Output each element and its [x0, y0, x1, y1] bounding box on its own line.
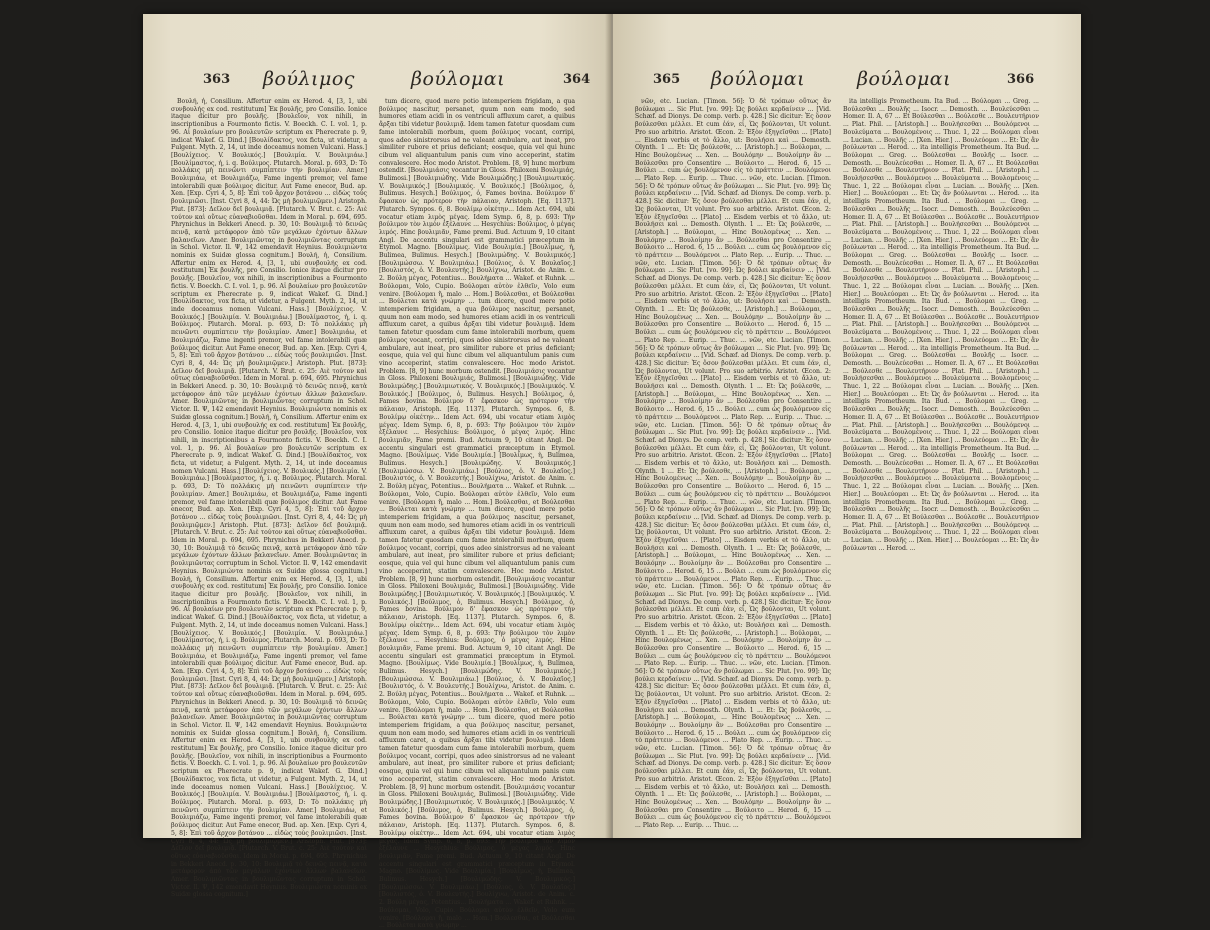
left-page-header: [143, 68, 611, 92]
right-page-header: [613, 68, 1081, 92]
column-text: ita intelligis Prometheum. Ita Bud. ... Βούλομαι ... Greg. ... Βούλεσθαι ... Βουλῆς ... Isocr. ... Demosth. ... Βουλεύεσθαι ... Homer. Il. Α, 67 ... Et Βούλεσθαι ... Βούλεσθε ... Βουλευτήριον ... Plat. Phil. ... [Aristoph.] ... Βουλήσεσθαι ... Βουλόμενοι ... Βουλεύματα ... Βουλομένοις ... Thuc. 1, 22 ... Βούλομαι εἶναι ... Lucian. ... Βουλῆς ... [Xen. Hier.] ... Βουλεύομαι ... Et: Ὡς ἂν βούλωνται ... Herod. ... ita intelligis Prometheum. Ita Bud. ... Βούλομαι ... Greg. ... Βούλεσθαι ... Βουλῆς ... Isocr. ... Demosth. ... Βουλεύεσθαι ... Homer. Il. Α, 67 ... Et Βούλεσθαι ... Βούλεσθε ... Βουλευτήριον ... Plat. Phil. ... [Aristoph.] ... Βουλήσεσθαι ... Βουλόμενοι ... Βουλεύματα ... Βουλομένοις ... Thuc. 1, 22 ... Βούλομαι εἶναι ... Lucian. ... Βουλῆς ... [Xen. Hier.] ... Βουλεύομαι ... Et: Ὡς ἂν βούλωνται ... Herod. ... ita intelligis Prometheum. Ita Bud. ... Βούλομαι ... Greg. ... Βούλεσθαι ... Βουλῆς ... Isocr. ... Demosth. ... Βουλεύεσθαι ... Homer. Il. Α, 67 ... Et Βούλεσθαι ... Βούλεσθε ... Βουλευτήριον ... Plat. Phil. ... [Aristoph.] ... Βουλήσεσθαι ... Βουλόμενοι ... Βουλεύματα ... Βουλομένοις ... Thuc. 1, 22 ... Βούλομαι εἶναι ... Lucian. ... Βουλῆς ... [Xen. Hier.] ... Βουλεύομαι ... Et: Ὡς ἂν βούλωνται ... Herod. ... ita intelligis Prometheum. Ita Bud. ... Βούλομαι ... Greg. ... Βούλεσθαι ... Βουλῆς ... Isocr. ... Demosth. ... Βουλεύεσθαι ... Homer. Il. Α, 67 ... Et Βούλεσθαι ... Βούλεσθε ... Βουλευτήριον ... Plat. Phil. ... [Aristoph.] ... Βουλήσεσθαι ... Βουλόμενοι ... Βουλεύματα ... Βουλομένοις ... Thuc. 1, 22 ... Βούλομαι εἶναι ... Lucian. ... Βουλῆς ... [Xen. Hier.] ... Βουλεύομαι ... Et: Ὡς ἂν βούλωνται ... Herod. ... ita intelligis Prometheum. Ita Bud. ... Βούλομαι ... Greg. ... Βούλεσθαι ... Βουλῆς ... Isocr. ... Demosth. ... Βουλεύεσθαι ... Homer. Il. Α, 67 ... Et Βούλεσθαι ... Βούλεσθε ... Βουλευτήριον ... Plat. Phil. ... [Aristoph.] ... Βουλήσεσθαι ... Βουλόμενοι ... Βουλεύματα ... Βουλομένοις ... Thuc. 1, 22 ... Βούλομαι εἶναι ... Lucian. ... Βουλῆς ... [Xen. Hier.] ... Βουλεύομαι ... Et: Ὡς ἂν βούλωνται ... Herod. ... ita intelligis Prometheum. Ita Bud. ... Βούλομαι ... Greg. ... Βούλεσθαι ... Βουλῆς ... Isocr. ... Demosth. ... Βουλεύεσθαι ... Homer. Il. Α, 67 ... Et Βούλεσθαι ... Βούλεσθε ... Βουλευτήριον ... Plat. Phil. ... [Aristoph.] ... Βουλήσεσθαι ... Βουλόμενοι ... Βουλεύματα ... Βουλομένοις ... Thuc. 1, 22 ... Βούλομαι εἶναι ... Lucian. ... Βουλῆς ... [Xen. Hier.] ... Βουλεύομαι ... Et: Ὡς ἂν βούλωνται ... Herod. ... ita intelligis Prometheum. Ita Bud. ... Βούλομαι ... Greg. ... Βούλεσθαι ... Βουλῆς ... Isocr. ... Demosth. ... Βουλεύεσθαι ... Homer. Il. Α, 67 ... Et Βούλεσθαι ... Βούλεσθε ... Βουλευτήριον ... Plat. Phil. ... [Aristoph.] ... Βουλήσεσθαι ... Βουλόμενοι ... Βουλεύματα ... Βουλομένοις ... Thuc. 1, 22 ... Βούλομαι εἶναι ... Lucian. ... Βουλῆς ... [Xen. Hier.] ... Βουλεύομαι ... Et: Ὡς ἂν βούλωνται ... Herod. ... ita intelligis Prometheum. Ita Bud. ... Βούλομαι ... Greg. ... Βούλεσθαι ... Βουλῆς ... Isocr. ... Demosth. ... Βουλεύεσθαι ... Homer. Il. Α, 67 ... Et Βούλεσθαι ... Βούλεσθε ... Βουλευτήριον ... Plat. Phil. ... [Aristoph.] ... Βουλήσεσθαι ... Βουλόμενοι ... Βουλεύματα ... Βουλομένοις ... Thuc. 1, 22 ... Βούλομαι εἶναι ... Lucian. ... Βουλῆς ... [Xen. Hier.] ... Βουλεύομαι ... Et: Ὡς ἂν βούλωνται ... Herod. ... ita intelligis Prometheum. Ita Bud. ... Βούλομαι ... Greg. ... Βούλεσθαι ... Βουλῆς ... Isocr. ... Demosth. ... Βουλεύεσθαι ... Homer. Il. Α, 67 ... Et Βούλεσθαι ... Βούλεσθε ... Βουλευτήριον ... Plat. Phil. ... [Aristoph.] ... Βουλήσεσθαι ... Βουλόμενοι ... Βουλεύματα ... Βουλομένοις ... Thuc. 1, 22 ... Βούλομαι εἶναι ... Lucian. ... Βουλῆς ... [Xen. Hier.] ... Βουλεύομαι ... Et: Ὡς ἂν βούλωνται ... Herod. ...: [843, 98, 1039, 552]
text-column: [635, 98, 831, 830]
column-text: Βουλή, ἡ, Consilium. Affertur enim ex Herod. 4, [3, 1, ubi συνβουλής ex cod. restitutum] Ἐκ βουλῆς, pro Consilio. Ionice itaque dicitur pro βουλῆς. [Βουλεῖον, vox nihili, in inscriptionibus a Fourmonto fictis. V. Boeckh. C. I. vol. 1, p. 96. Αἱ βουλαίων pro βουλευτῶν scriptum ex Pherecrate p. 9, indicat Wakef. G. Dind.] [Βουλίδακτος, vox ficta, ut videtur, a Fulgent. Myth. 2, 14, ut inde doceamus nomen Vulcani. Hass.] [Βουλίχειος. V. Βουλικός.] [Βουλιμία. V. Βουλιμιάω.] [Βουλίμαστος, ἡ, i. q. Βούλιμος. Plutarch. Moral. p. 693, D: Τὸ πολλάκις μὴ πεινῶντι συμπίπτειν τὴν βουλιμίαν. Amer.] Βουλιμιάω, et Βουλιμιάζω, Fame ingenti premor, vel fame intolerabili quæ βούλιμος dicitur. Aut Fame enecor, Bud. ap. Xen. [Exp. Cyri 4, 5, 8]: Ἐπὶ τοῦ ἄρχον βοτάνου ... εἰδὼς τοὺς βουλιμιῶσι. [Inst. Cyri 8, 4, 44: Ὡς μὴ βουλιμιῷμεν.] Aristoph. Plut. [873]: Δεῖλον δεῖ βουλιμιᾷ. [Plutarch. V. Brut. c. 25: Αιὲ τούτον καὶ οὕτως εὐαναβιοῦσθαι. Idem in Moral. p. 694, 695. Phrynichus in Bekkeri Anecd. p. 30, 10: Βουλιμιᾷ τὸ δεινῶς πεινᾷ, κατὰ μετάφορον ἀπὸ τῶν μεγάλων ἐχόντων ἄλλων βαλανεῖων. Amer. Βουλιμιῶντας in βουλιμιῶντας corruptum in Schol. Victor. Il. Ψ, 142 emendavit Heynius. Βουλιμιώντα nominis ex Suidæ glossa cognitum.] Βουλή, ἡ, Consilium. Affertur enim ex Herod. 4, [3, 1, ubi συνβουλής ex cod. restitutum] Ἐκ βουλῆς, pro Consilio. Ionice itaque dicitur pro βουλῆς. [Βουλεῖον, vox nihili, in inscriptionibus a Fourmonto fictis. V. Boeckh. C. I. vol. 1, p. 96. Αἱ βουλαίων pro βουλευτῶν scriptum ex Pherecrate p. 9, indicat Wakef. G. Dind.] [Βουλίδακτος, vox ficta, ut videtur, a Fulgent. Myth. 2, 14, ut inde doceamus nomen Vulcani. Hass.] [Βουλίχειος. V. Βουλικός.] [Βουλιμία. V. Βουλιμιάω.] [Βουλίμαστος, ἡ, i. q. Βούλιμος. Plutarch. Moral. p. 693, D: Τὸ πολλάκις μὴ πεινῶντι συμπίπτειν τὴν βουλιμίαν. Amer.] Βουλιμιάω, et Βουλιμιάζω, Fame ingenti premor, vel fame intolerabili quæ βούλιμος dicitur. Aut Fame enecor, Bud. ap. Xen. [Exp. Cyri 4, 5, 8]: Ἐπὶ τοῦ ἄρχον βοτάνου ... εἰδὼς τοὺς βουλιμιῶσι. [Inst. Cyri 8, 4, 44: Ὡς μὴ βουλιμιῷμεν.] Aristoph. Plut. [873]: Δεῖλον δεῖ βουλιμιᾷ. [Plutarch. V. Brut. c. 25: Αιὲ τούτον καὶ οὕτως εὐαναβιοῦσθαι. Idem in Moral. p. 694, 695. Phrynichus in Bekkeri Anecd. p. 30, 10: Βουλιμιᾷ τὸ δεινῶς πεινᾷ, κατὰ μετάφορον ἀπὸ τῶν μεγάλων ἐχόντων ἄλλων βαλανεῖων. Amer. Βουλιμιῶντας in βουλιμιῶντας corruptum in Schol. Victor. Il. Ψ, 142 emendavit Heynius. Βουλιμιώντα nominis ex Suidæ glossa cognitum.] Βουλή, ἡ, Consilium. Affertur enim ex Herod. 4, [3, 1, ubi συνβουλής ex cod. restitutum] Ἐκ βουλῆς, pro Consilio. Ionice itaque dicitur pro βουλῆς. [Βουλεῖον, vox nihili, in inscriptionibus a Fourmonto fictis. V. Boeckh. C. I. vol. 1, p. 96. Αἱ βουλαίων pro βουλευτῶν scriptum ex Pherecrate p. 9, indicat Wakef. G. Dind.] [Βουλίδακτος, vox ficta, ut videtur, a Fulgent. Myth. 2, 14, ut inde doceamus nomen Vulcani. Hass.] [Βουλίχειος. V. Βουλικός.] [Βουλιμία. V. Βουλιμιάω.] [Βουλίμαστος, ἡ, i. q. Βούλιμος. Plutarch. Moral. p. 693, D: Τὸ πολλάκις μὴ πεινῶντι συμπίπτειν τὴν βουλιμίαν. Amer.] Βουλιμιάω, et Βουλιμιάζω, Fame ingenti premor, vel fame intolerabili quæ βούλιμος dicitur. Aut Fame enecor, Bud. ap. Xen. [Exp. Cyri 4, 5, 8]: Ἐπὶ τοῦ ἄρχον βοτάνου ... εἰδὼς τοὺς βουλιμιῶσι. [Inst. Cyri 8, 4, 44: Ὡς μὴ βουλιμιῷμεν.] Aristoph. Plut. [873]: Δεῖλον δεῖ βουλιμιᾷ. [Plutarch. V. Brut. c. 25: Αιὲ τούτον καὶ οὕτως εὐαναβιοῦσθαι. Idem in Moral. p. 694, 695. Phrynichus in Bekkeri Anecd. p. 30, 10: Βουλιμιᾷ τὸ δεινῶς πεινᾷ, κατὰ μετάφορον ἀπὸ τῶν μεγάλων ἐχόντων ἄλλων βαλανεῖων. Amer. Βουλιμιῶντας in βουλιμιῶντας corruptum in Schol. Victor. Il. Ψ, 142 emendavit Heynius. Βουλιμιώντα nominis ex Suidæ glossa cognitum.] Βουλή, ἡ, Consilium. Affertur enim ex Herod. 4, [3, 1, ubi συνβουλής ex cod. restitutum] Ἐκ βουλῆς, pro Consilio. Ionice itaque dicitur pro βουλῆς. [Βουλεῖον, vox nihili, in inscriptionibus a Fourmonto fictis. V. Boeckh. C. I. vol. 1, p. 96. Αἱ βουλαίων pro βουλευτῶν scriptum ex Pherecrate p. 9, indicat Wakef. G. Dind.] [Βουλίδακτος, vox ficta, ut videtur, a Fulgent. Myth. 2, 14, ut inde doceamus nomen Vulcani. Hass.] [Βουλίχειος. V. Βουλικός.] [Βουλιμία. V. Βουλιμιάω.] [Βουλίμαστος, ἡ, i. q. Βούλιμος. Plutarch. Moral. p. 693, D: Τὸ πολλάκις μὴ πεινῶντι συμπίπτειν τὴν βουλιμίαν. Amer.] Βουλιμιάω, et Βουλιμιάζω, Fame ingenti premor, vel fame intolerabili quæ βούλιμος dicitur. Aut Fame enecor, Bud. ap. Xen. [Exp. Cyri 4, 5, 8]: Ἐπὶ τοῦ ἄρχον βοτάνου ... εἰδὼς τοὺς βουλιμιῶσι. [Inst. Cyri 8, 4, 44: Ὡς μὴ βουλιμιῷμεν.] Aristoph. Plut. [873]: Δεῖλον δεῖ βουλιμιᾷ. [Plutarch. V. Brut. c. 25: Αιὲ τούτον καὶ οὕτως εὐαναβιοῦσθαι. Idem in Moral. p. 694, 695. Phrynichus in Bekkeri Anecd. p. 30, 10: Βουλιμιᾷ τὸ δεινῶς πεινᾷ, κατὰ μετάφορον ἀπὸ τῶν μεγάλων ἐχόντων ἄλλων βαλανεῖων. Amer. Βουλιμιῶντας in βουλιμιῶντας corruptum in Schol. Victor. Il. Ψ, 142 emendavit Heynius. Βουλιμιώντα nominis ex Suidæ glossa cognitum.] Βουλή, ἡ, Consilium. Affertur enim ex Herod. 4, [3, 1, ubi συνβουλής ex cod. restitutum] Ἐκ βουλῆς, pro Consilio. Ionice itaque dicitur pro βουλῆς. [Βουλεῖον, vox nihili, in inscriptionibus a Fourmonto fictis. V. Boeckh. C. I. vol. 1, p. 96. Αἱ βουλαίων pro βουλευτῶν scriptum ex Pherecrate p. 9, indicat Wakef. G. Dind.] [Βουλίδακτος, vox ficta, ut videtur, a Fulgent. Myth. 2, 14, ut inde doceamus nomen Vulcani. Hass.] [Βουλίχειος. V. Βουλικός.] [Βουλιμία. V. Βουλιμιάω.] [Βουλίμαστος, ἡ, i. q. Βούλιμος. Plutarch. Moral. p. 693, D: Τὸ πολλάκις μὴ πεινῶντι συμπίπτειν τὴν βουλιμίαν. Amer.] Βουλιμιάω, et Βουλιμιάζω, Fame ingenti premor, vel fame intolerabili quæ βούλιμος dicitur. Aut Fame enecor, Bud. ap. Xen. [Exp. Cyri 4, 5, 8]: Ἐπὶ τοῦ ἄρχον βοτάνου ... εἰδὼς τοὺς βουλιμιῶσι. [Inst. Cyri 8, 4, 44: Ὡς μὴ βουλιμιῷμεν.] Aristoph. Plut. [873]: Δεῖλον δεῖ βουλιμιᾷ. [Plutarch. V. Brut. c. 25: Αιὲ τούτον καὶ οὕτως εὐαναβιοῦσθαι. Idem in Moral. p. 694, 695. Phrynichus in Bekkeri Anecd. p. 30, 10: Βουλιμιᾷ τὸ δεινῶς πεινᾷ, κατὰ μετάφορον ἀπὸ τῶν μεγάλων ἐχόντων ἄλλων βαλανεῖων. Amer. Βουλιμιῶντας in βουλιμιῶντας corruptum in Schol. Victor. Il. Ψ, 142 emendavit Heynius. Βουλιμιώντα nominis ex Suidæ glossa cognitum.]: [171, 98, 367, 899]
page-number: 366: [1007, 72, 1035, 87]
page-number: 364: [563, 72, 591, 87]
book-spread: [143, 14, 1081, 930]
column-text: tum dicere, quod mere potio intemperiem frigidam, a qua βούλιμος nascitur, persanet, quum non eam modo, sed humores etiam acidi in os ventriculi affluxum caret, a quibus ἄρξαι tibi videtur βουλιμιᾷ. Idem tamen fatetur quosdam cum fame intolerabili morbum, quem βούλιμος vocant, corripi, quos adeo sinistrorsus ad ne valeant ambulare, aut ineat, pro similiter rubore et prius deficiant; eosque, quia vel qui hunc cibum vel aliquantulum panis cum vino acceperint, statim convalescere. Hoc modo Aristot. Problem. [8, 9] hunc morbum ostendit. [Βουλιμιάσις vocantur in Gloss. Philoxeni Βουλιμιάς, Bulimosi.] [Βουλιμιώδης. Vide Βουλιμώδης.] [Βουλιμιωτικός. V. Βουλιμικός.] [Βουλιμικός. V. Βουλικός.] [Βούλιμος, ὁ, Bulimus. Hesych.] Βούλιμος, ὁ, Fames bovina. Βούλιμον δ' ἔφασκον ὡς πρότερον τὴν πάλαιαν, Aristoph. [Eq. 1137]. Plutarch. Sympos. 6, 8. Βουλίμῳ οἰκέτην... Idem Act. 694, ubi vocatur etiam λιμὸς μέγας. Idem Symp. 6, 8, p. 693: Τὴν βούλιμον τὸν λιμὸν ἐξέλαυνε ... Hesychius: Βούλιμος, ὁ μέγας λιμός. Hinc βουλιμιᾶν, Fame premi. Bud. Actuum 9, 10 citant Angl. De accentu singulari est grammatici præceptum in Etymol. Magno. [Βουλίμως. Vide Βουλιμία.] [Βουλίμως, ἡ, Bulimea, Bulimus. Hesych.] [Βουλιμώδης. V. Βουλιμικός.] [Βουλιμώσσω. V. Βουλιμιάω.] [Βούλιος, ὁ. V. Βουλαῖος.] [Βουλιστός, ὁ. V. Βουλευτής.] Βουλίχνω, Aristot. de Anim. c. 2. Βούλη μέγας, Potentius... Βουλήματα ... Wakef. et Ruhnk. ... Βούλομαι, Volo, Cupio. Βούλομαι αὐτὸν ἐλθεῖν, Volo eum venire. [Βούλομαι ἢ, malo ... Hom.] Βούλεσθαι, et Βούλεσθαι ... Βούλεται κατὰ γνώμην ... tum dicere, quod mere potio intemperiem frigidam, a qua βούλιμος nascitur, persanet, quum non eam modo, sed humores etiam acidi in os ventriculi affluxum caret, a quibus ἄρξαι tibi videtur βουλιμιᾷ. Idem tamen fatetur quosdam cum fame intolerabili morbum, quem βούλιμος vocant, corripi, quos adeo sinistrorsus ad ne valeant ambulare, aut ineat, pro similiter rubore et prius deficiant; eosque, quia vel qui hunc cibum vel aliquantulum panis cum vino acceperint, statim convalescere. Hoc modo Aristot. Problem. [8, 9] hunc morbum ostendit. [Βουλιμιάσις vocantur in Gloss. Philoxeni Βουλιμιάς, Bulimosi.] [Βουλιμιώδης. Vide Βουλιμώδης.] [Βουλιμιωτικός. V. Βουλιμικός.] [Βουλιμικός. V. Βουλικός.] [Βούλιμος, ὁ, Bulimus. Hesych.] Βούλιμος, ὁ, Fames bovina. Βούλιμον δ' ἔφασκον ὡς πρότερον τὴν πάλαιαν, Aristoph. [Eq. 1137]. Plutarch. Sympos. 6, 8. Βουλίμῳ οἰκέτην... Idem Act. 694, ubi vocatur etiam λιμὸς μέγας. Idem Symp. 6, 8, p. 693: Τὴν βούλιμον τὸν λιμὸν ἐξέλαυνε ... Hesychius: Βούλιμος, ὁ μέγας λιμός. Hinc βουλιμιᾶν, Fame premi. Bud. Actuum 9, 10 citant Angl. De accentu singulari est grammatici præceptum in Etymol. Magno. [Βουλίμως. Vide Βουλιμία.] [Βουλίμως, ἡ, Bulimea, Bulimus. Hesych.] [Βουλιμώδης. V. Βουλιμικός.] [Βουλιμώσσω. V. Βουλιμιάω.] [Βούλιος, ὁ. V. Βουλαῖος.] [Βουλιστός, ὁ. V. Βουλευτής.] Βουλίχνω, Aristot. de Anim. c. 2. Βούλη μέγας, Potentius... Βουλήματα ... Wakef. et Ruhnk. ... Βούλομαι, Volo, Cupio. Βούλομαι αὐτὸν ἐλθεῖν, Volo eum venire. [Βούλομαι ἢ, malo ... Hom.] Βούλεσθαι, et Βούλεσθαι ... Βούλεται κατὰ γνώμην ... tum dicere, quod mere potio intemperiem frigidam, a qua βούλιμος nascitur, persanet, quum non eam modo, sed humores etiam acidi in os ventriculi affluxum caret, a quibus ἄρξαι tibi videtur βουλιμιᾷ. Idem tamen fatetur quosdam cum fame intolerabili morbum, quem βούλιμος vocant, corripi, quos adeo sinistrorsus ad ne valeant ambulare, aut ineat, pro similiter rubore et prius deficiant; eosque, quia vel qui hunc cibum vel aliquantulum panis cum vino acceperint, statim convalescere. Hoc modo Aristot. Problem. [8, 9] hunc morbum ostendit. [Βουλιμιάσις vocantur in Gloss. Philoxeni Βουλιμιάς, Bulimosi.] [Βουλιμιώδης. Vide Βουλιμώδης.] [Βουλιμιωτικός. V. Βουλιμικός.] [Βουλιμικός. V. Βουλικός.] [Βούλιμος, ὁ, Bulimus. Hesych.] Βούλιμος, ὁ, Fames bovina. Βούλιμον δ' ἔφασκον ὡς πρότερον τὴν πάλαιαν, Aristoph. [Eq. 1137]. Plutarch. Sympos. 6, 8. Βουλίμῳ οἰκέτην... Idem Act. 694, ubi vocatur etiam λιμὸς μέγας. Idem Symp. 6, 8, p. 693: Τὴν βούλιμον τὸν λιμὸν ἐξέλαυνε ... Hesychius: Βούλιμος, ὁ μέγας λιμός. Hinc βουλιμιᾶν, Fame premi. Bud. Actuum 9, 10 citant Angl. De accentu singulari est grammatici præceptum in Etymol. Magno. [Βουλίμως. Vide Βουλιμία.] [Βουλίμως, ἡ, Bulimea, Bulimus. Hesych.] [Βουλιμώδης. V. Βουλιμικός.] [Βουλιμώσσω. V. Βουλιμιάω.] [Βούλιος, ὁ. V. Βουλαῖος.] [Βουλιστός, ὁ. V. Βουλευτής.] Βουλίχνω, Aristot. de Anim. c. 2. Βούλη μέγας, Potentius... Βουλήματα ... Wakef. et Ruhnk. ... Βούλομαι, Volo, Cupio. Βούλομαι αὐτὸν ἐλθεῖν, Volo eum venire. [Βούλομαι ἢ, malo ... Hom.] Βούλεσθαι, et Βούλεσθαι ... Βούλεται κατὰ γνώμην ... tum dicere, quod mere potio intemperiem frigidam, a qua βούλιμος nascitur, persanet, quum non eam modo, sed humores etiam acidi in os ventriculi affluxum caret, a quibus ἄρξαι tibi videtur βουλιμιᾷ. Idem tamen fatetur quosdam cum fame intolerabili morbum, quem βούλιμος vocant, corripi, quos adeo sinistrorsus ad ne valeant ambulare, aut ineat, pro similiter rubore et prius deficiant; eosque, quia vel qui hunc cibum vel aliquantulum panis cum vino acceperint, statim convalescere. Hoc modo Aristot. Problem. [8, 9] hunc morbum ostendit. [Βουλιμιάσις vocantur in Gloss. Philoxeni Βουλιμιάς, Bulimosi.] [Βουλιμιώδης. Vide Βουλιμώδης.] [Βουλιμιωτικός. V. Βουλιμικός.] [Βουλιμικός. V. Βουλικός.] [Βούλιμος, ὁ, Bulimus. Hesych.] Βούλιμος, ὁ, Fames bovina. Βούλιμον δ' ἔφασκον ὡς πρότερον τὴν πάλαιαν, Aristoph. [Eq. 1137]. Plutarch. Sympos. 6, 8. Βουλίμῳ οἰκέτην... Idem Act. 694, ubi vocatur etiam λιμὸς μέγας. Idem Symp. 6, 8, p. 693: Τὴν βούλιμον τὸν λιμὸν ἐξέλαυνε ... Hesychius: Βούλιμος, ὁ μέγας λιμός. Hinc βουλιμιᾶν, Fame premi. Bud. Actuum 9, 10 citant Angl. De accentu singulari est grammatici præceptum in Etymol. Magno. [Βουλίμως. Vide Βουλιμία.] [Βουλίμως, ἡ, Bulimea, Bulimus. Hesych.] [Βουλιμώδης. V. Βουλιμικός.] [Βουλιμώσσω. V. Βουλιμιάω.] [Βούλιος, ὁ. V. Βουλαῖος.] [Βουλιστός, ὁ. V. Βουλευτής.] Βουλίχνω, Aristot. de Anim. c. 2. Βούλη μέγας, Potentius... Βουλήματα ... Wakef. et Ruhnk. ... Βούλομαι, Volo, Cupio. Βούλομαι αὐτὸν ἐλθεῖν, Volo eum venire. [Βούλομαι ἢ, malo ... Hom.] Βούλεσθαι, et Βούλεσθαι ... Βούλεται κατὰ γνώμην ...: [379, 98, 575, 930]
page-number: 365: [653, 72, 681, 87]
right-page: [613, 14, 1081, 838]
column-text: νῶν, etc. Lucian. [Timon. 56]: Ὁ δὲ τρόπων οὕτως ἄν βούλωμαι ... Sic Plut. [vo. 99]: Ὡς βούλει κερδαίνειν ... [Vid. Schæf. ad Dionys. De comp. verb. p. 428.] Sic dicitur: Ἐς ὅσον βούλεσθαι μέλλει. Et cum ἐάν, εἰ, Ὡς βούλονται, Ut volunt. Pro suo arbitrio. Aristot. Œcon. 2: Ἐξὸν ἐξηγεῖσθαι ... [Plato] ... Eisdem verbis et τὸ ἄλλο, ut: Βουλήσει καὶ ... Demosth. Olynth. 1 ... Et: Ὡς βούλεσθε, ... [Aristoph.] ... Βούλομαι, ... Hinc Βουλομένως ... Xen. ... Βουλόμην ... Βουλοίμην ἂν ... Βούλεσθαι pro Consentire ... Βούλοιτο ... Herod. 6, 15 ... Βούλει ... cum ὡς βουλόμενον εἰς τὸ πράττειν ... Βουλόμενοι ... Plato Rep. ... Eurip. ... Thuc. ... νῶν, etc. Lucian. [Timon. 56]: Ὁ δὲ τρόπων οὕτως ἄν βούλωμαι ... Sic Plut. [vo. 99]: Ὡς βούλει κερδαίνειν ... [Vid. Schæf. ad Dionys. De comp. verb. p. 428.] Sic dicitur: Ἐς ὅσον βούλεσθαι μέλλει. Et cum ἐάν, εἰ, Ὡς βούλονται, Ut volunt. Pro suo arbitrio. Aristot. Œcon. 2: Ἐξὸν ἐξηγεῖσθαι ... [Plato] ... Eisdem verbis et τὸ ἄλλο, ut: Βουλήσει καὶ ... Demosth. Olynth. 1 ... Et: Ὡς βούλεσθε, ... [Aristoph.] ... Βούλομαι, ... Hinc Βουλομένως ... Xen. ... Βουλόμην ... Βουλοίμην ἂν ... Βούλεσθαι pro Consentire ... Βούλοιτο ... Herod. 6, 15 ... Βούλει ... cum ὡς βουλόμενον εἰς τὸ πράττειν ... Βουλόμενοι ... Plato Rep. ... Eurip. ... Thuc. ... νῶν, etc. Lucian. [Timon. 56]: Ὁ δὲ τρόπων οὕτως ἄν βούλωμαι ... Sic Plut. [vo. 99]: Ὡς βούλει κερδαίνειν ... [Vid. Schæf. ad Dionys. De comp. verb. p. 428.] Sic dicitur: Ἐς ὅσον βούλεσθαι μέλλει. Et cum ἐάν, εἰ, Ὡς βούλονται, Ut volunt. Pro suo arbitrio. Aristot. Œcon. 2: Ἐξὸν ἐξηγεῖσθαι ... [Plato] ... Eisdem verbis et τὸ ἄλλο, ut: Βουλήσει καὶ ... Demosth. Olynth. 1 ... Et: Ὡς βούλεσθε, ... [Aristoph.] ... Βούλομαι, ... Hinc Βουλομένως ... Xen. ... Βουλόμην ... Βουλοίμην ἂν ... Βούλεσθαι pro Consentire ... Βούλοιτο ... Herod. 6, 15 ... Βούλει ... cum ὡς βουλόμενον εἰς τὸ πράττειν ... Βουλόμενοι ... Plato Rep. ... Eurip. ... Thuc. ... νῶν, etc. Lucian. [Timon. 56]: Ὁ δὲ τρόπων οὕτως ἄν βούλωμαι ... Sic Plut. [vo. 99]: Ὡς βούλει κερδαίνειν ... [Vid. Schæf. ad Dionys. De comp. verb. p. 428.] Sic dicitur: Ἐς ὅσον βούλεσθαι μέλλει. Et cum ἐάν, εἰ, Ὡς βούλονται, Ut volunt. Pro suo arbitrio. Aristot. Œcon. 2: Ἐξὸν ἐξηγεῖσθαι ... [Plato] ... Eisdem verbis et τὸ ἄλλο, ut: Βουλήσει καὶ ... Demosth. Olynth. 1 ... Et: Ὡς βούλεσθε, ... [Aristoph.] ... Βούλομαι, ... Hinc Βουλομένως ... Xen. ... Βουλόμην ... Βουλοίμην ἂν ... Βούλεσθαι pro Consentire ... Βούλοιτο ... Herod. 6, 15 ... Βούλει ... cum ὡς βουλόμενον εἰς τὸ πράττειν ... Βουλόμενοι ... Plato Rep. ... Eurip. ... Thuc. ... νῶν, etc. Lucian. [Timon. 56]: Ὁ δὲ τρόπων οὕτως ἄν βούλωμαι ... Sic Plut. [vo. 99]: Ὡς βούλει κερδαίνειν ... [Vid. Schæf. ad Dionys. De comp. verb. p. 428.] Sic dicitur: Ἐς ὅσον βούλεσθαι μέλλει. Et cum ἐάν, εἰ, Ὡς βούλονται, Ut volunt. Pro suo arbitrio. Aristot. Œcon. 2: Ἐξὸν ἐξηγεῖσθαι ... [Plato] ... Eisdem verbis et τὸ ἄλλο, ut: Βουλήσει καὶ ... Demosth. Olynth. 1 ... Et: Ὡς βούλεσθε, ... [Aristoph.] ... Βούλομαι, ... Hinc Βουλομένως ... Xen. ... Βουλόμην ... Βουλοίμην ἂν ... Βούλεσθαι pro Consentire ... Βούλοιτο ... Herod. 6, 15 ... Βούλει ... cum ὡς βουλόμενον εἰς τὸ πράττειν ... Βουλόμενοι ... Plato Rep. ... Eurip. ... Thuc. ... νῶν, etc. Lucian. [Timon. 56]: Ὁ δὲ τρόπων οὕτως ἄν βούλωμαι ... Sic Plut. [vo. 99]: Ὡς βούλει κερδαίνειν ... [Vid. Schæf. ad Dionys. De comp. verb. p. 428.] Sic dicitur: Ἐς ὅσον βούλεσθαι μέλλει. Et cum ἐάν, εἰ, Ὡς βούλονται, Ut volunt. Pro suo arbitrio. Aristot. Œcon. 2: Ἐξὸν ἐξηγεῖσθαι ... [Plato] ... Eisdem verbis et τὸ ἄλλο, ut: Βουλήσει καὶ ... Demosth. Olynth. 1 ... Et: Ὡς βούλεσθε, ... [Aristoph.] ... Βούλομαι, ... Hinc Βουλομένως ... Xen. ... Βουλόμην ... Βουλοίμην ἂν ... Βούλεσθαι pro Consentire ... Βούλοιτο ... Herod. 6, 15 ... Βούλει ... cum ὡς βουλόμενον εἰς τὸ πράττειν ... Βουλόμενοι ... Plato Rep. ... Eurip. ... Thuc. ... νῶν, etc. Lucian. [Timon. 56]: Ὁ δὲ τρόπων οὕτως ἄν βούλωμαι ... Sic Plut. [vo. 99]: Ὡς βούλει κερδαίνειν ... [Vid. Schæf. ad Dionys. De comp. verb. p. 428.] Sic dicitur: Ἐς ὅσον βούλεσθαι μέλλει. Et cum ἐάν, εἰ, Ὡς βούλονται, Ut volunt. Pro suo arbitrio. Aristot. Œcon. 2: Ἐξὸν ἐξηγεῖσθαι ... [Plato] ... Eisdem verbis et τὸ ἄλλο, ut: Βουλήσει καὶ ... Demosth. Olynth. 1 ... Et: Ὡς βούλεσθε, ... [Aristoph.] ... Βούλομαι, ... Hinc Βουλομένως ... Xen. ... Βουλόμην ... Βουλοίμην ἂν ... Βούλεσθαι pro Consentire ... Βούλοιτο ... Herod. 6, 15 ... Βούλει ... cum ὡς βουλόμενον εἰς τὸ πράττειν ... Βουλόμενοι ... Plato Rep. ... Eurip. ... Thuc. ... νῶν, etc. Lucian. [Timon. 56]: Ὁ δὲ τρόπων οὕτως ἄν βούλωμαι ... Sic Plut. [vo. 99]: Ὡς βούλει κερδαίνειν ... [Vid. Schæf. ad Dionys. De comp. verb. p. 428.] Sic dicitur: Ἐς ὅσον βούλεσθαι μέλλει. Et cum ἐάν, εἰ, Ὡς βούλονται, Ut volunt. Pro suo arbitrio. Aristot. Œcon. 2: Ἐξὸν ἐξηγεῖσθαι ... [Plato] ... Eisdem verbis et τὸ ἄλλο, ut: Βουλήσει καὶ ... Demosth. Olynth. 1 ... Et: Ὡς βούλεσθε, ... [Aristoph.] ... Βούλομαι, ... Hinc Βουλομένως ... Xen. ... Βουλόμην ... Βουλοίμην ἂν ... Βούλεσθαι pro Consentire ... Βούλοιτο ... Herod. 6, 15 ... Βούλει ... cum ὡς βουλόμενον εἰς τὸ πράττειν ... Βουλόμενοι ... Plato Rep. ... Eurip. ... Thuc. ... νῶν, etc. Lucian. [Timon. 56]: Ὁ δὲ τρόπων οὕτως ἄν βούλωμαι ... Sic Plut. [vo. 99]: Ὡς βούλει κερδαίνειν ... [Vid. Schæf. ad Dionys. De comp. verb. p. 428.] Sic dicitur: Ἐς ὅσον βούλεσθαι μέλλει. Et cum ἐάν, εἰ, Ὡς βούλονται, Ut volunt. Pro suo arbitrio. Aristot. Œcon. 2: Ἐξὸν ἐξηγεῖσθαι ... [Plato] ... Eisdem verbis et τὸ ἄλλο, ut: Βουλήσει καὶ ... Demosth. Olynth. 1 ... Et: Ὡς βούλεσθε, ... [Aristoph.] ... Βούλομαι, ... Hinc Βουλομένως ... Xen. ... Βουλόμην ... Βουλοίμην ἂν ... Βούλεσθαι pro Consentire ... Βούλοιτο ... Herod. 6, 15 ... Βούλει ... cum ὡς βουλόμενον εἰς τὸ πράττειν ... Βουλόμενοι ... Plato Rep. ... Eurip. ... Thuc. ...: [635, 98, 831, 830]
text-column: [843, 98, 1039, 818]
left-page: [143, 14, 611, 930]
running-headword: βούλομαι: [857, 68, 952, 90]
running-headword: βούλομαι: [411, 68, 506, 90]
running-headword: βούλομαι: [711, 68, 806, 90]
running-headword: βούλιμος: [263, 68, 355, 90]
text-column: [171, 98, 367, 899]
text-column: [379, 98, 575, 930]
page-number: 363: [203, 72, 231, 87]
